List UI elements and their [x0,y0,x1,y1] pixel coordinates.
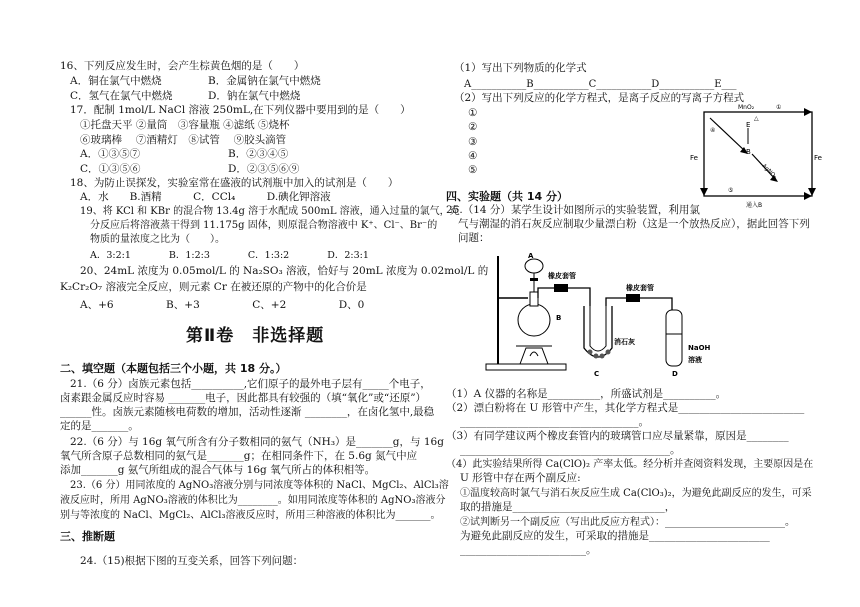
label-five: ⑤ [728,187,734,194]
circle-2: ② [468,121,478,133]
label-c: C [594,370,600,378]
label-d: D [672,370,678,378]
q21-line-3: ______性。卤族元素随核电荷数的增加，活动性逐渐 ________，在卤化氢中,最稳 [60,406,435,418]
q25-sub4-measure-1: 取的措施是_____________________________， [460,501,676,513]
q17-items-1: ①托盘天平 ②量筒 ③容量瓶 ④滤纸 ⑤烧杯 [80,119,290,131]
label-tube-1: 橡皮套管 [548,272,576,280]
q23-line-1: 23.（6 分）用同浓度的 AgNO₃溶液分别与同浓度等体积的 NaCl、MgCl₂、AlCl₃溶 [70,480,449,491]
circle-1: ① [468,107,478,119]
q25-line-1: 25.（14 分）某学生设计如图所示的实验装置，利用氯 [446,204,700,216]
diagonal-arrow-1 [710,118,746,152]
q25-line-2: 气与潮湿的消石灰反应制取少量漂白粉（这是一个放热反应），据此回答下列 [458,218,810,230]
label-fe-right: Fe [814,154,822,162]
section-2-heading: 二、填空题（本题包括三个小题，共 18 分。） [60,362,287,375]
q25-sub3-blank: ________________________________________。 [460,444,681,456]
reaction-cycle-diagram [690,100,820,210]
experiment-apparatus [486,248,736,380]
diagram-frame [704,112,812,196]
q17-option-d: D．②③⑤⑥⑨ [228,163,300,175]
lime-dot [600,354,605,359]
label-e: E [746,121,751,129]
funnel-stopcock [530,278,538,281]
label-agno3: AgNO₃ [760,163,778,181]
q21-line-2: 卤素跟金属反应时容易 _______电子，因此都具有较强的（填“氧化”或“还原”） [60,392,427,404]
q17-option-c: C．①③⑤⑥ [80,163,141,175]
q21-line-1: 21.（6 分）卤族元素包括__________,它们原子的最外电子层有_____个电子， [70,378,431,390]
label-bottom: 通入B [746,202,763,209]
test-tube-d [666,310,682,366]
q17-option-a: A．①③⑤⑦ [80,148,141,160]
q25-sub4-intro: U 形管中存在两个副反应: [460,472,581,484]
q19-line-3: 物质的量浓度之比为（ ）。 [90,234,225,245]
stand-base [486,364,566,370]
q22-line-1: 22.（6 分）与 16g 氧气所含有分子数相同的氨气（NH₃）是_______g，与 16g [70,436,444,448]
label-four: ④ [710,127,716,134]
funnel-a [525,259,543,273]
circle-3: ③ [468,136,478,148]
q24-stem: 24.（15)根据下图的互变关系，回答下列问题： [80,555,304,567]
q17-stem: 17．配制 1mol/L NaCl 溶液 250mL,在下列仪器中要用到的是（ ） [70,104,411,116]
q17-items-2: ⑥玻璃棒 ⑦酒精灯 ⑧试管 ⑨胶头滴管 [80,134,287,146]
label-tube-2: 橡皮套管 [626,284,654,292]
arrow-top-right-icon [804,108,812,116]
q24-sub2: （2）写出下列反应的化学方程式，是离子反应的写离子方程式 [454,92,745,104]
q25-sub4-blank: ________________________。 [460,544,597,556]
q16-option-d: D．钠在氯气中燃烧 [208,90,301,102]
q25-sub3: （3）有同学建议两个橡皮套管内的玻璃管口应尽量紧靠，原因是________ [446,430,789,442]
q16-option-a: A．铜在氯气中燃烧 [70,75,162,87]
q20-options: A、+6 B、+3 C、+2 D、0 [80,299,365,311]
lime-dot [606,350,611,355]
u-tube-inner [590,306,606,351]
label-one: ① [776,104,782,111]
label-b: B [556,314,562,322]
q25-sub2-blank: __________________________________。 [460,416,649,428]
u-tube-c [584,306,612,357]
q24-sub1-blanks: A___________B___________C___________D___________E___ [464,79,737,90]
rubber-sleeve-1 [554,284,568,292]
q23-line-3: 别与等浓度的 NaCl、MgCl₂、AlCl₃溶液反应时，所用三种溶液的体积比为_______。 [60,510,441,521]
q25-sub1: （1）A 仪器的名称是__________，所盛试剂是__________。 [446,388,727,400]
circle-4: ④ [468,150,478,162]
q25-sub4-measure-2: 为避免此副反应的发生，可采取的措施是_______________________ [460,530,770,542]
label-mno2: MnO₂ [738,104,755,111]
section-4-heading: 四、实验题（共 14 分） [446,190,568,203]
q19-line-1: 19、将 KCl 和 KBr 的混合物 13.4g 溶于水配成 500mL 溶液，通入过量的氯气，充 [80,206,460,217]
section-3-heading: 三、推断题 [60,530,115,543]
label-a: A [528,252,534,260]
q25-sub4: （4）此实验结果所得 Ca(ClO)₂ 产率太低。经分析并查阅资料发现，主要原因是在 [446,459,814,470]
burner-flame [530,352,538,356]
q16-stem: 16、下列反应发生时，会产生棕黄色烟的是（ ） [60,60,305,72]
label-lime: 消石灰 [614,338,635,346]
tripod [520,348,548,364]
q19-options: A．3:2:1 B．1:2:3 C．1:3:2 D．2:3:1 [90,250,369,261]
lime-dot [594,354,599,359]
q20-line-2: K₂Cr₂O₇ 溶液完全反应，则元素 Cr 在被还原的产物中的化合价是 [60,281,367,293]
label-solution: 溶液 [688,356,702,364]
circle-5: ⑤ [468,164,478,176]
flask-neck [530,292,538,306]
rubber-sleeve-2 [626,294,640,302]
label-fe-left: Fe [690,154,698,162]
q22-line-3: 添加_______g 氨气所组成的混合气体与 16g 氧气所占的体积相等。 [60,464,376,476]
q25-line-3: 问题： [458,232,490,244]
q17-option-b: B．②③④⑤ [228,148,289,160]
q18-stem: 18、为防止误探发，实验室常在盛液的试剂瓶中加入的试剂是（ ） [70,177,399,189]
q19-line-2: 分反应后将溶液蒸干得到 11.175g 固体，则原混合物溶液中 K⁺、Cl⁻、Br⁻的 [90,220,438,231]
label-b: B [746,148,751,156]
q18-options: A．水 B.酒精 C．CCl₄ D.碘化钾溶液 [80,191,331,203]
q25-sub2: （2）漂白粉将在 U 形管中产生，其化学方程式是________________________ [446,402,805,414]
label-heat: △ [754,115,759,122]
q23-line-2: 液反应时，所用 AgNO₃溶液的体积比为________。如用同浓度等体积的 AgNO₃溶液分 [60,495,446,506]
q25-sub4-reaction-1: ①温度较高时氯气与消石灰反应生成 Ca(ClO₃)₂，为避免此副反应的发生，可采 [460,488,812,499]
q22-line-2: 氧气所含原子总数相同的氨气是_______g；在相同条件下，在 5.6g 氮气中应 [60,450,418,462]
lime-dot [588,350,593,355]
q24-sub1: （1）写出下列物质的化学式 [454,62,587,74]
q25-sub4-reaction-2: ②试判断另一个副反应（写出此反应方程式）：________________________。 [460,517,795,528]
arrow-left-down-icon [700,188,708,196]
q21-line-4: 定的是_______。 [60,420,139,432]
q16-option-c: C．氢气在氯气中燃烧 [70,90,173,102]
q20-line-1: 20、24mL 浓度为 0.05mol/L 的 Na₂SO₃ 溶液，恰好与 20mL 浓度为 0.02mol/L 的 [80,265,489,277]
part-ii-title: 第Ⅱ卷 非选择题 [186,326,325,346]
q16-option-b: B．金属钠在氯气中燃烧 [208,75,321,87]
flask-b [518,304,550,336]
label-naoh: NaOH [688,344,711,352]
